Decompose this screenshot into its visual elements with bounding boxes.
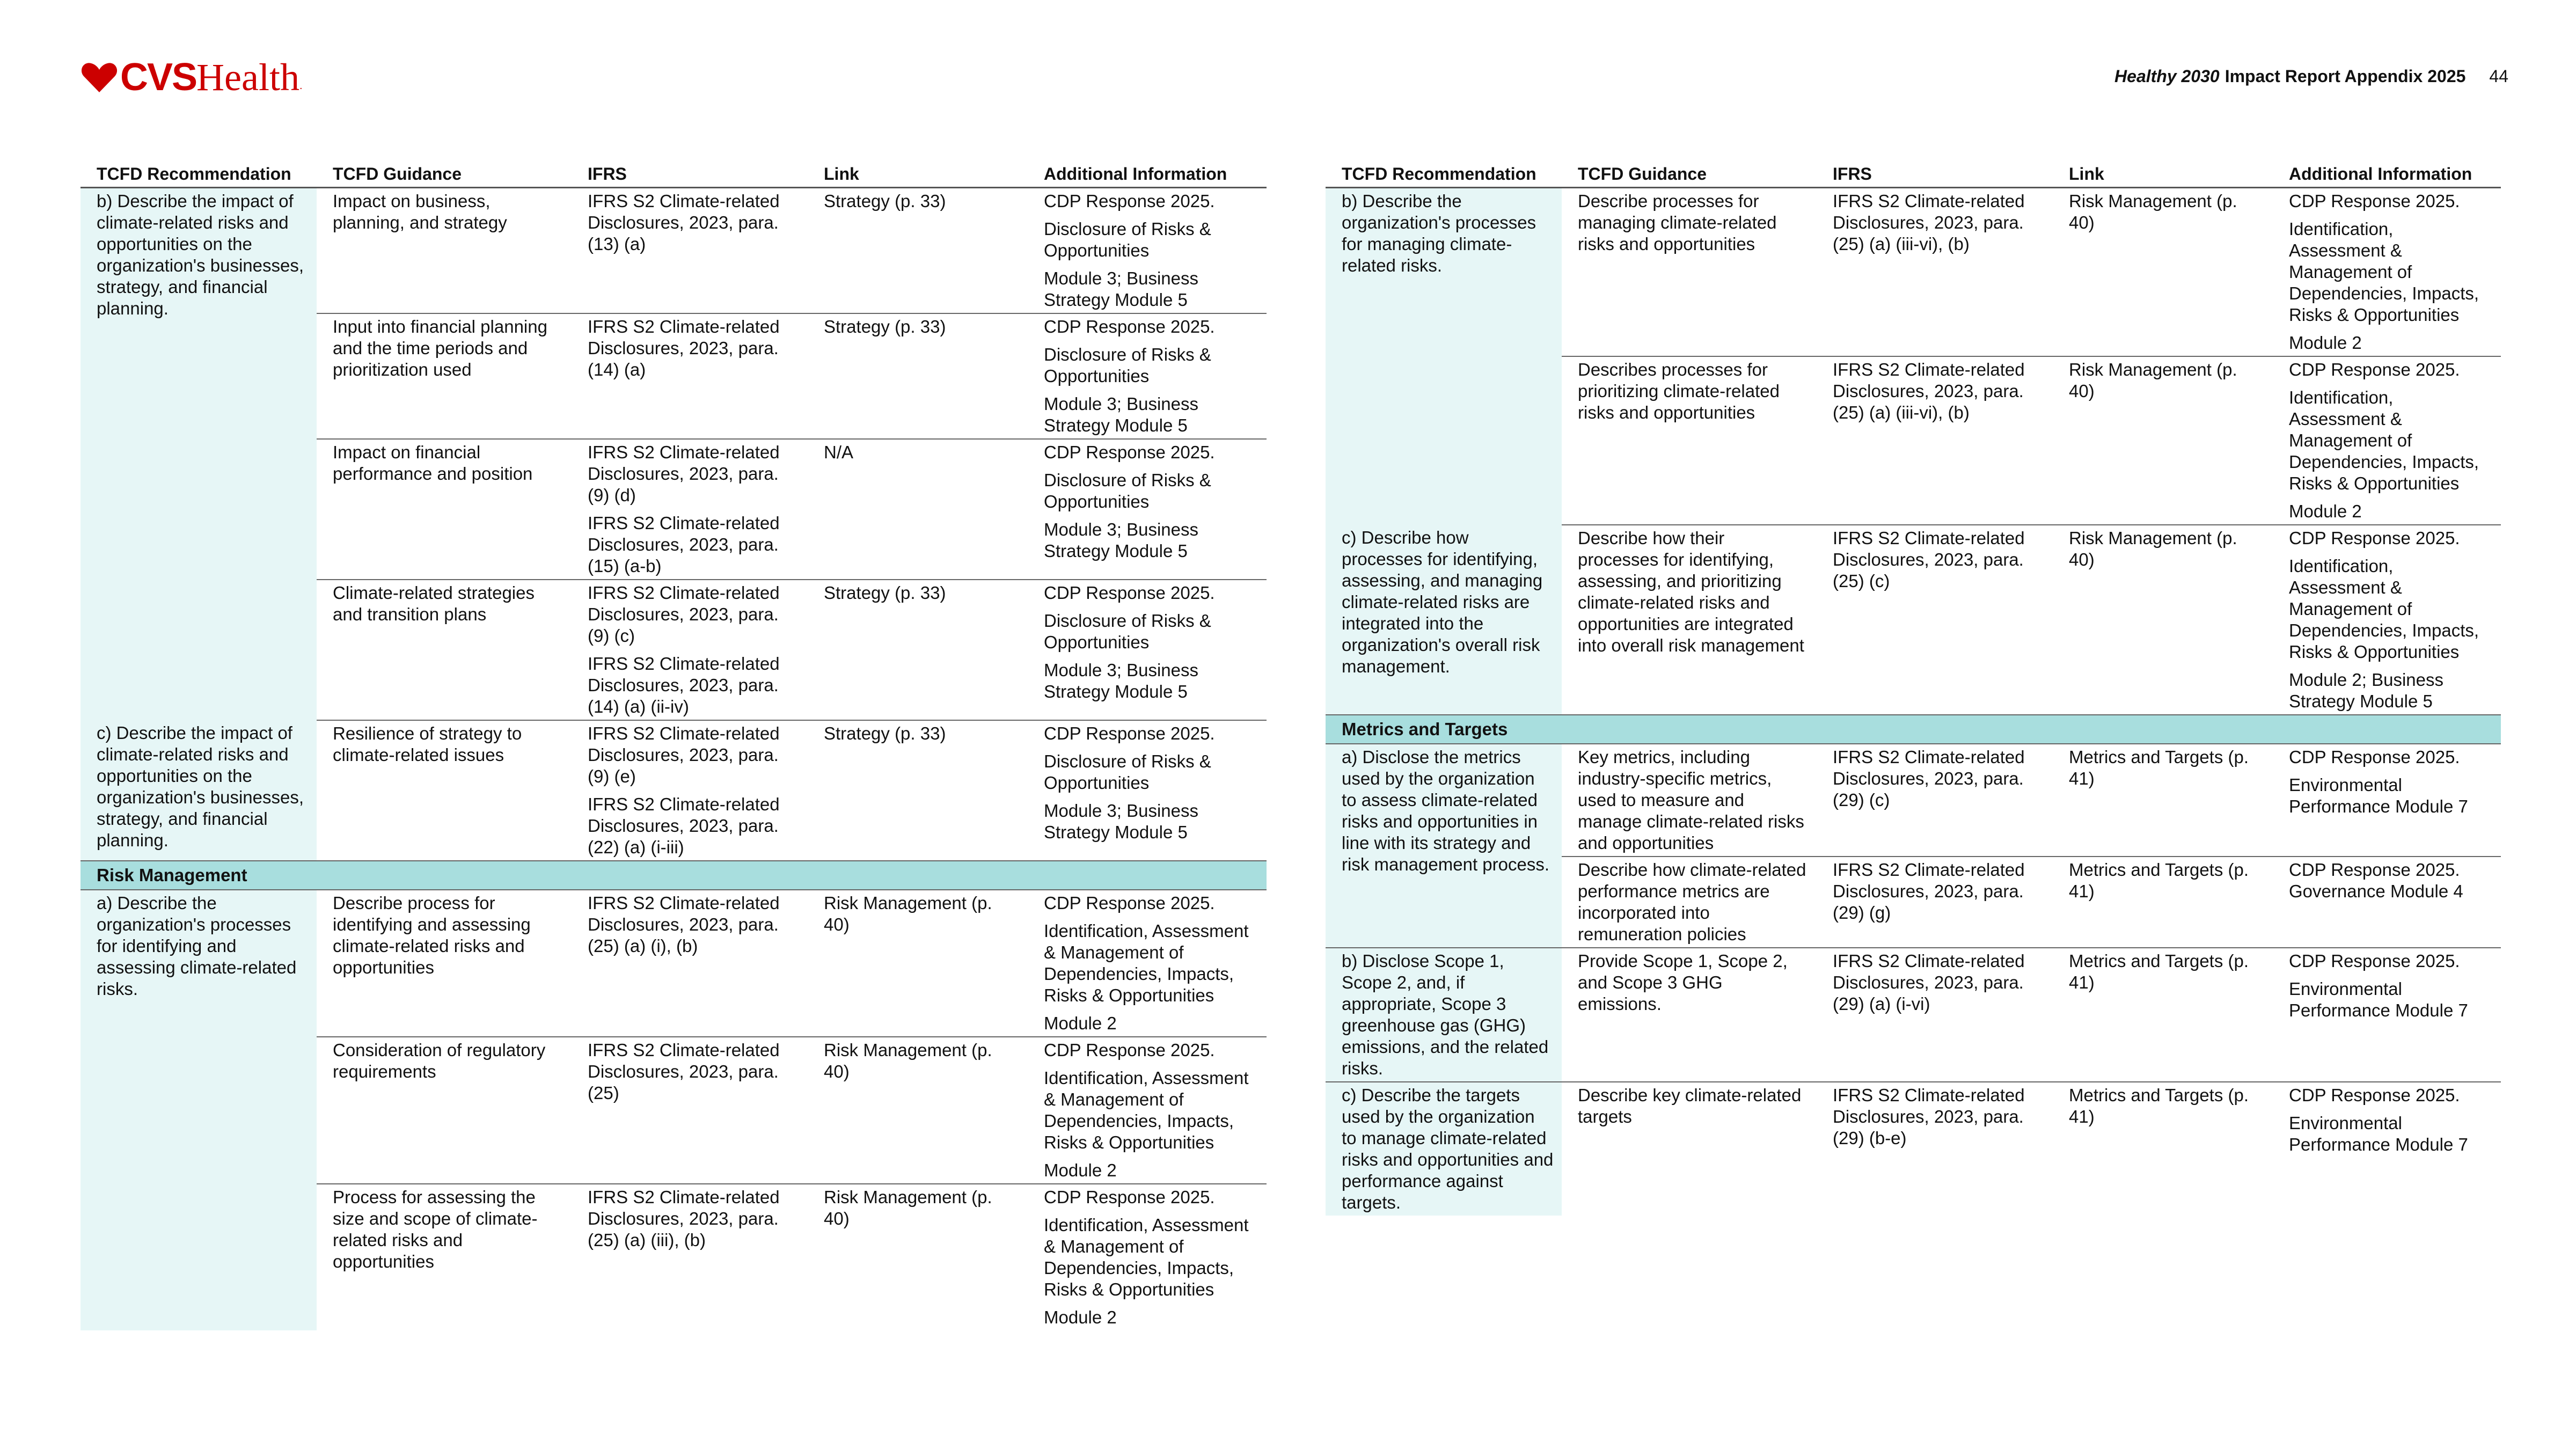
info-line: CDP Response 2025. Governance Module 4 [2289, 860, 2463, 901]
ifrs-ref: IFRS S2 Climate-related Disclosures, 2023, para. (25) (a) (iii-vi), (b) [1833, 360, 2025, 422]
guidance-cell: Input into financial planning and the time periods and prioritization used [317, 313, 572, 439]
guidance-cell: Impact on business, planning, and strategy [317, 188, 572, 314]
info-cell [1028, 439, 1267, 580]
link-cell: Risk Management (p. 40) [2053, 356, 2273, 525]
info-line: CDP Response 2025. [1044, 442, 1215, 462]
guidance-cell: Describes processes for prioritizing climate-related risks and opportunities [1562, 356, 1817, 525]
link-cell: Strategy (p. 33) [808, 313, 1028, 439]
info-cell [1028, 313, 1267, 439]
link-cell: Risk Management (p. 40) [808, 1037, 1028, 1184]
recommendation-cell: b) Describe the organization's processes for managing climate-related risks. [1326, 188, 1562, 525]
info-cell [1028, 890, 1267, 1037]
info-line: Environmental Performance Module 7 [2289, 1113, 2468, 1154]
ifrs-cell [572, 1184, 808, 1330]
table-row [80, 188, 1267, 314]
info-line: CDP Response 2025. [1044, 583, 1215, 603]
col-header-guidance: TCFD Guidance [317, 159, 572, 188]
ifrs-ref: IFRS S2 Climate-related Disclosures, 2023, para. (14) (a) (ii-iv) [588, 654, 780, 716]
guidance-cell: Describe how climate-related performance metrics are incorporated into remuneration policies [1562, 857, 1817, 948]
guidance-cell: Consideration of regulatory requirements [317, 1037, 572, 1184]
info-line: Module 3; Business Strategy Module 5 [1044, 394, 1198, 435]
info-cell [1028, 188, 1267, 314]
table-row [80, 890, 1267, 1037]
section-row-risk-management [80, 861, 1267, 890]
link-cell: Metrics and Targets (p. 41) [2053, 857, 2273, 948]
recommendation-cell: a) Describe the organization's processes for identifying and assessing climate-related risks. [80, 890, 317, 1330]
recommendation-cell: b) Disclose Scope 1, Scope 2, and, if appropriate, Scope 3 greenhouse gas (GHG) emissions, and the related risks. [1326, 948, 1562, 1082]
col-header-ifrs: IFRS [1817, 159, 2053, 188]
info-line: Module 3; Business Strategy Module 5 [1044, 801, 1198, 842]
guidance-cell: Climate-related strategies and transition plans [317, 580, 572, 720]
link-cell: Metrics and Targets (p. 41) [2053, 948, 2273, 1082]
info-line: Module 2 [1044, 1307, 1117, 1327]
info-line: Module 3; Business Strategy Module 5 [1044, 660, 1198, 701]
ifrs-cell [572, 188, 808, 314]
ifrs-cell [572, 580, 808, 720]
guidance-cell: Process for assessing the size and scope of climate-related risks and opportunities [333, 1187, 538, 1271]
recommendation-cell: a) Disclose the metrics used by the organization to assess climate-related risks and opportunities in line with its strategy and risk management process. [1326, 744, 1562, 948]
info-line: Identification, Assessment & Management of Dependencies, Impacts, Risks & Opportunities [1044, 921, 1249, 1005]
ifrs-cell [572, 1037, 808, 1184]
table-row [1326, 744, 2501, 857]
section-row-metrics-targets [1326, 715, 2501, 744]
info-line: CDP Response 2025. [1044, 723, 1215, 743]
info-cell [1028, 1184, 1267, 1330]
table-row [1326, 188, 2501, 357]
info-line: Identification, Assessment & Management of Dependencies, Impacts, Risks & Opportunities [1044, 1215, 1249, 1299]
ifrs-cell [1817, 744, 2053, 857]
link-cell: Strategy (p. 33) [824, 723, 946, 743]
ifrs-cell [1817, 857, 2053, 948]
ifrs-cell [572, 439, 808, 580]
ifrs-cell [1817, 1082, 2053, 1216]
tcfd-table-right [1326, 159, 2501, 1216]
guidance-cell: Describe how their processes for identifying, assessing, and prioritizing climate-related risks and opportunities are integrated into overall risk management [1578, 528, 1804, 655]
ifrs-cell [572, 313, 808, 439]
info-line: CDP Response 2025. [1044, 317, 1215, 336]
col-header-recommendation: TCFD Recommendation [1326, 159, 1562, 188]
info-line: Environmental Performance Module 7 [2289, 775, 2468, 816]
guidance-cell: Describe key climate-related targets [1578, 1085, 1802, 1126]
link-cell: N/A [808, 439, 1028, 580]
link-cell: Strategy (p. 33) [808, 580, 1028, 720]
ifrs-cell [572, 890, 808, 1037]
ifrs-ref: IFRS S2 Climate-related Disclosures, 2023, para. (13) (a) [588, 191, 780, 254]
recommendation-cell: c) Describe how processes for identifying, assessing, and managing climate-related risks are integrated into the organization's overall risk management. [1326, 525, 1562, 715]
info-line: CDP Response 2025. [1044, 1187, 1215, 1207]
info-line: CDP Response 2025. [1044, 191, 1215, 211]
info-cell [2273, 857, 2501, 948]
link-cell: Risk Management (p. 40) [824, 1187, 992, 1228]
table-row [80, 720, 1267, 861]
info-line: Disclosure of Risks & Opportunities [1044, 345, 1211, 386]
logo-health-text: Health [196, 56, 299, 99]
info-line: CDP Response 2025. [2289, 360, 2460, 379]
info-line: Environmental Performance Module 7 [2289, 979, 2468, 1020]
table-header-row [1326, 159, 2501, 188]
table-row [1326, 1082, 2501, 1216]
info-cell [1028, 720, 1267, 861]
info-line: Module 3; Business Strategy Module 5 [1044, 268, 1198, 310]
guidance-cell: Key metrics, including industry-specific metrics, used to measure and manage climate-related risks and opportunities [1562, 744, 1817, 857]
ifrs-ref: IFRS S2 Climate-related Disclosures, 2023, para. (22) (a) (i-iii) [588, 794, 780, 857]
info-line: Module 2 [1044, 1160, 1117, 1180]
ifrs-ref: IFRS S2 Climate-related Disclosures, 2023, para. (15) (a-b) [588, 513, 780, 576]
info-line: Module 2 [2289, 501, 2362, 521]
ifrs-ref: IFRS S2 Climate-related Disclosures, 2023, para. (14) (a) [588, 317, 780, 379]
recommendation-cell: b) Describe the impact of climate-related risks and opportunities on the organization's businesses, strategy, and financial planning. [80, 188, 317, 721]
logo-mark: . [299, 80, 303, 92]
recommendation-cell: c) Describe the targets used by the organization to manage climate-related risks and opportunities and performance against targets. [1326, 1082, 1562, 1216]
ifrs-ref: IFRS S2 Climate-related Disclosures, 2023, para. (9) (c) [588, 583, 780, 646]
info-line: Disclosure of Risks & Opportunities [1044, 611, 1211, 652]
info-cell [1028, 1037, 1267, 1184]
col-header-link: Link [808, 159, 1028, 188]
info-line: CDP Response 2025. [2289, 951, 2460, 971]
tcfd-table-left [80, 159, 1267, 1330]
ifrs-ref: IFRS S2 Climate-related Disclosures, 2023, para. (25) (a) (i), (b) [588, 893, 780, 956]
info-line: Module 3; Business Strategy Module 5 [1044, 519, 1198, 561]
info-line: CDP Response 2025. [1044, 893, 1215, 913]
ifrs-ref: IFRS S2 Climate-related Disclosures, 2023, para. (29) (b-e) [1833, 1085, 2025, 1148]
ifrs-ref: IFRS S2 Climate-related Disclosures, 2023, para. (25) (a) (iii), (b) [588, 1187, 780, 1250]
ifrs-cell [1817, 525, 2053, 715]
info-line: Identification, Assessment & Management of Dependencies, Impacts, Risks & Opportunities [1044, 1068, 1249, 1152]
info-line: Identification, Assessment & Management of Dependencies, Impacts, Risks & Opportunities [2289, 219, 2479, 325]
guidance-cell: Resilience of strategy to climate-related issues [333, 723, 522, 765]
info-line: Disclosure of Risks & Opportunities [1044, 470, 1211, 511]
report-title-italic: Healthy 2030 [2114, 67, 2220, 86]
info-cell [2273, 188, 2501, 357]
table-header-row [80, 159, 1267, 188]
info-line: CDP Response 2025. [1044, 1040, 1215, 1060]
info-line: Disclosure of Risks & Opportunities [1044, 219, 1211, 260]
ifrs-cell [1817, 948, 2053, 1082]
guidance-cell: Impact on financial performance and position [317, 439, 572, 580]
ifrs-ref: IFRS S2 Climate-related Disclosures, 2023, para. (25) (c) [1833, 528, 2025, 591]
link-cell: Metrics and Targets (p. 41) [2053, 744, 2273, 857]
info-line: Identification, Assessment & Management of Dependencies, Impacts, Risks & Opportunities [2289, 387, 2479, 493]
info-line: CDP Response 2025. [2289, 1085, 2460, 1105]
guidance-cell: Provide Scope 1, Scope 2, and Scope 3 GHG emissions. [1562, 948, 1817, 1082]
page-number: 44 [2489, 67, 2508, 86]
link-cell: Risk Management (p. 40) [2053, 188, 2273, 357]
info-cell [2273, 744, 2501, 857]
logo-cvs-text: CVS [120, 56, 197, 99]
col-header-ifrs: IFRS [572, 159, 808, 188]
ifrs-cell [572, 720, 808, 861]
ifrs-ref: IFRS S2 Climate-related Disclosures, 2023, para. (25) [588, 1040, 780, 1103]
info-line: Module 2; Business Strategy Module 5 [2289, 670, 2443, 711]
table-row [1326, 525, 2501, 715]
info-cell [2273, 1082, 2501, 1216]
link-cell: Strategy (p. 33) [808, 188, 1028, 314]
info-cell [1028, 580, 1267, 720]
ifrs-ref: IFRS S2 Climate-related Disclosures, 2023, para. (9) (e) [588, 723, 780, 786]
ifrs-ref: IFRS S2 Climate-related Disclosures, 2023, para. (25) (a) (iii-vi), (b) [1833, 191, 2025, 254]
ifrs-ref: IFRS S2 Climate-related Disclosures, 2023, para. (29) (a) (i-vi) [1833, 951, 2025, 1014]
guidance-cell: Describe process for identifying and assessing climate-related risks and opportunities [317, 890, 572, 1037]
col-header-info: Additional Information [2273, 159, 2501, 188]
ifrs-ref: IFRS S2 Climate-related Disclosures, 2023, para. (9) (d) [588, 442, 780, 505]
heart-icon [80, 61, 118, 93]
info-line: Module 2 [2289, 333, 2362, 353]
section-title: Risk Management [80, 861, 1267, 890]
link-cell: Risk Management (p. 40) [2069, 528, 2237, 569]
info-line: Identification, Assessment & Management of Dependencies, Impacts, Risks & Opportunities [2289, 556, 2479, 662]
info-cell [2273, 948, 2501, 1082]
info-line: CDP Response 2025. [2289, 747, 2460, 767]
ifrs-cell [1817, 356, 2053, 525]
info-cell [2273, 356, 2501, 525]
col-header-link: Link [2053, 159, 2273, 188]
ifrs-cell [1817, 188, 2053, 357]
info-line: Module 2 [1044, 1013, 1117, 1033]
guidance-cell: Describe processes for managing climate-related risks and opportunities [1562, 188, 1817, 357]
link-cell: Risk Management (p. 40) [808, 890, 1028, 1037]
col-header-info: Additional Information [1028, 159, 1267, 188]
report-header [2114, 67, 2508, 86]
col-header-recommendation: TCFD Recommendation [80, 159, 317, 188]
col-header-guidance: TCFD Guidance [1562, 159, 1817, 188]
recommendation-cell: c) Describe the impact of climate-related risks and opportunities on the organization's businesses, strategy, and financial planning. [80, 720, 317, 861]
info-line: Disclosure of Risks & Opportunities [1044, 751, 1211, 793]
ifrs-ref: IFRS S2 Climate-related Disclosures, 2023, para. (29) (c) [1833, 747, 2025, 810]
table-row [1326, 948, 2501, 1082]
link-cell: Metrics and Targets (p. 41) [2069, 1085, 2249, 1126]
report-title: Impact Report Appendix 2025 [2224, 67, 2466, 86]
info-line: CDP Response 2025. [2289, 191, 2460, 211]
info-cell [2273, 525, 2501, 715]
section-title: Metrics and Targets [1326, 715, 2501, 744]
info-line: CDP Response 2025. [2289, 528, 2460, 548]
cvs-health-logo [80, 58, 303, 97]
ifrs-ref: IFRS S2 Climate-related Disclosures, 2023, para. (29) (g) [1833, 860, 2025, 923]
